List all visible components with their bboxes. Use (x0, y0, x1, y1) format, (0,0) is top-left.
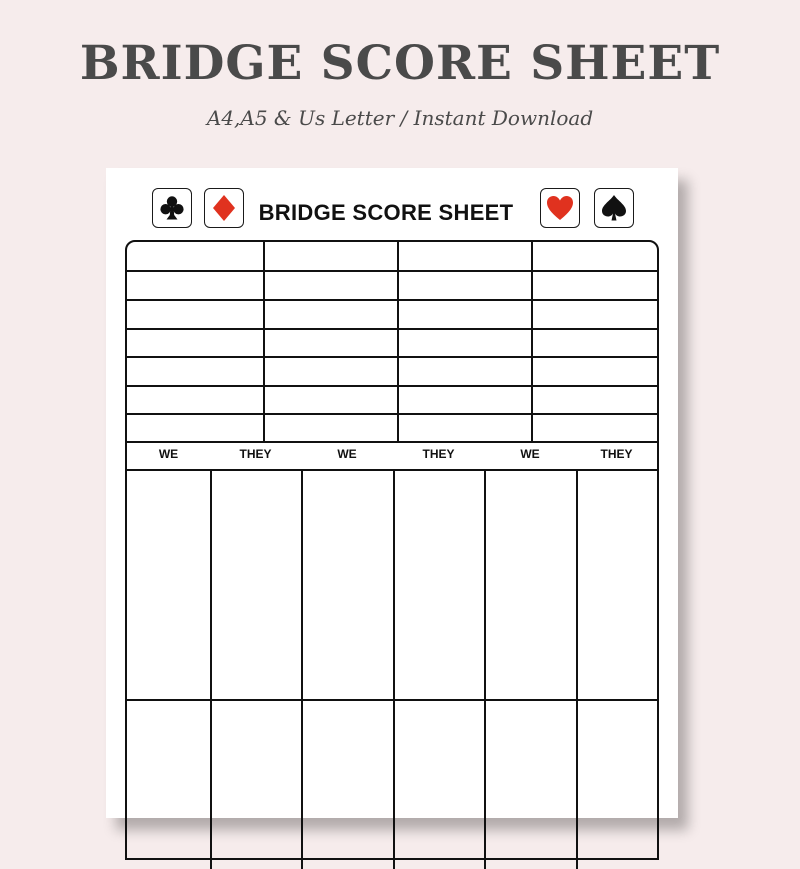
column-label-we: WE (337, 447, 357, 461)
grid-col-line (210, 469, 212, 869)
spade-icon (594, 188, 634, 228)
column-label-we: WE (520, 447, 540, 461)
grid-col-line (484, 469, 486, 869)
grid-row-line (127, 328, 657, 330)
column-label-we: WE (158, 447, 179, 461)
grid-row-line (127, 699, 657, 701)
grid-col-line (301, 469, 303, 869)
grid-row-line (127, 385, 657, 387)
grid-col-line (531, 242, 533, 441)
club-icon (152, 188, 192, 228)
grid-row-line (127, 299, 657, 301)
grid-col-line (397, 242, 399, 441)
score-sheet-page (106, 168, 678, 818)
grid-col-line (576, 469, 578, 869)
sheet-title: BRIDGE SCORE SHEET (258, 200, 514, 225)
grid-row-line (127, 270, 657, 272)
column-label-they: THEY (422, 447, 455, 461)
column-label-they: THEY (239, 447, 272, 461)
banner-subtitle: A4,A5 & Us Letter / Instant Download (206, 106, 594, 130)
score-grid (125, 240, 659, 860)
grid-row-line (127, 356, 657, 358)
grid-row-line (127, 441, 657, 443)
grid-col-line (263, 242, 265, 441)
grid-row-line (127, 469, 657, 471)
grid-row-line (127, 413, 657, 415)
column-label-they: THEY (600, 447, 633, 461)
banner-title: BRIDGE SCORE SHEET (79, 36, 721, 91)
heart-icon (540, 188, 580, 228)
grid-col-line (393, 469, 395, 869)
diamond-icon (204, 188, 244, 228)
